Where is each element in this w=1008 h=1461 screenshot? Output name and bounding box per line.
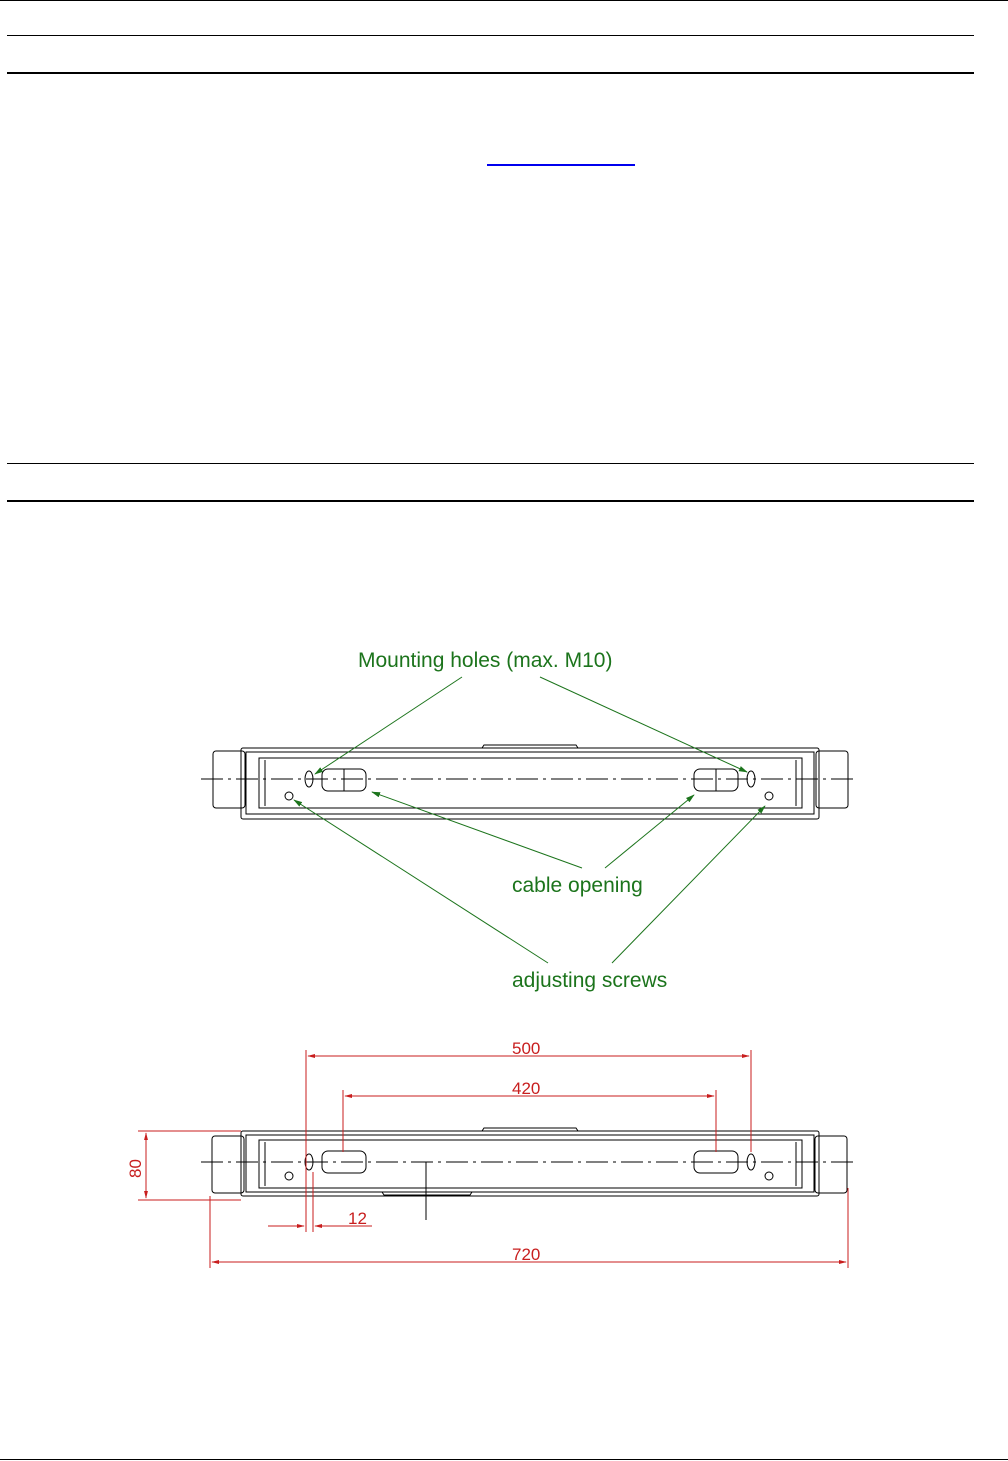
adjusting-screw-right [765,792,773,800]
frame-channel [259,1140,802,1188]
left-end-cap [212,1136,244,1193]
frame-outer [241,1131,819,1196]
adjusting-screw-left [285,1172,293,1180]
dimension-view-drawing [201,1128,855,1220]
frame-channel [259,758,802,808]
right-end-cap [815,1136,847,1193]
dimension-80-label: 80 [126,1159,145,1178]
frame-inner [246,752,814,814]
frame-inner [246,1135,814,1192]
dimension-500-label: 500 [512,1039,541,1058]
dimension-12-label: 12 [348,1209,367,1228]
mounting-holes-label: Mounting holes (max. M10) [358,649,613,672]
adjusting-screw-left [285,792,293,800]
top-view-drawing [201,745,855,819]
dimension-420-label: 420 [512,1079,541,1098]
cable-opening-label: cable opening [512,874,643,897]
adjusting-screws-label: adjusting screws [512,969,668,992]
annotation-leaders [294,677,765,963]
dimension-720-label: 720 [512,1245,541,1264]
adjusting-screw-right [765,1172,773,1180]
